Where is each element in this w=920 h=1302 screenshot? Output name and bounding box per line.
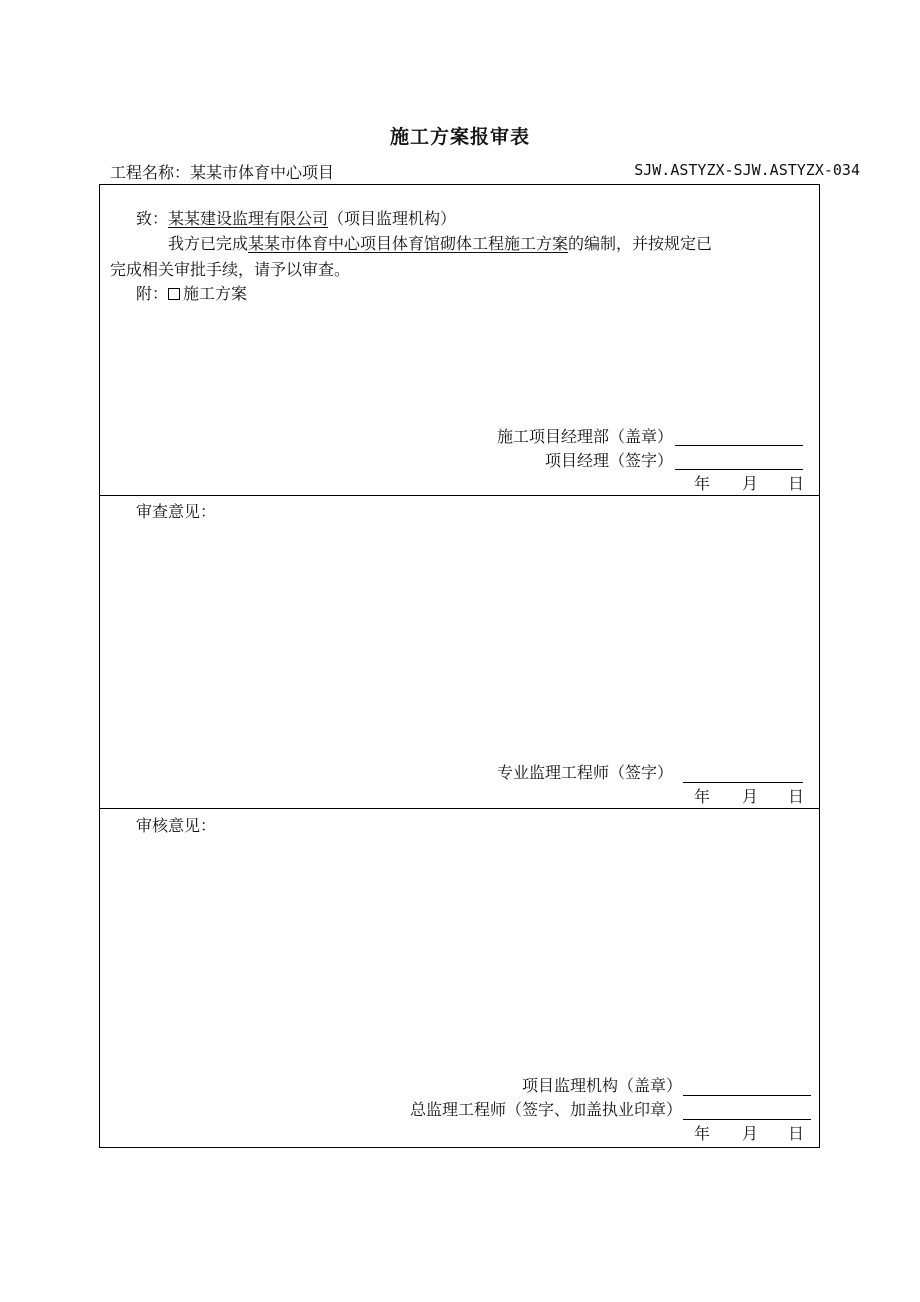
chief-engineer-sign-label: 总监理工程师（签字、加盖执业印章） — [409, 1100, 682, 1119]
date-month: 月 — [742, 474, 759, 493]
date-day: 日 — [788, 787, 805, 806]
to-suffix: （项目监理机构） — [328, 209, 457, 228]
body-subject: 某某市体育中心项目体育馆砌体工程施工方案 — [248, 234, 569, 253]
addressee-line — [136, 207, 456, 231]
contractor-seal-label: 施工项目经理部（盖章） — [496, 427, 673, 446]
project-label: 工程名称： — [110, 163, 191, 182]
date-year: 年 — [694, 787, 711, 806]
form-title: 施工方案报审表 — [389, 126, 530, 148]
to-prefix: 致： — [136, 209, 169, 228]
date-month: 月 — [742, 1124, 759, 1143]
review-date — [100, 785, 819, 809]
submission-section — [100, 185, 819, 496]
date-day: 日 — [788, 474, 805, 493]
engineer-sign-label: 专业监理工程师（签字） — [496, 763, 673, 782]
body-mid: 的编制，并按规定已 — [568, 234, 713, 253]
attachment-line — [136, 282, 247, 306]
body-prefix: 我方已完成 — [168, 234, 249, 253]
body-line-1 — [168, 232, 712, 256]
date-year: 年 — [694, 474, 711, 493]
audit-heading: 审核意见： — [136, 816, 217, 835]
review-section — [100, 496, 819, 809]
chief-engineer-sign-line[interactable] — [683, 1119, 811, 1120]
attach-label: 附： — [136, 284, 169, 303]
body-line-2: 完成相关审批手续，请予以审查。 — [110, 260, 351, 279]
document-code: SJW.ASTYZX-SJW.ASTYZX-034 — [634, 161, 860, 179]
date-month: 月 — [742, 787, 759, 806]
to-organization: 某某建设监理有限公司 — [168, 209, 329, 228]
engineer-sign-line[interactable] — [683, 782, 803, 783]
project-manager-sign-label: 项目经理（签字） — [544, 451, 673, 470]
approval-form-table — [99, 184, 820, 1148]
audit-date — [100, 1122, 819, 1146]
project-manager-sign-line[interactable] — [675, 469, 803, 470]
attachment-checkbox[interactable] — [168, 288, 180, 300]
supervision-seal-label: 项目监理机构（盖章） — [521, 1076, 682, 1095]
audit-section — [100, 809, 819, 1147]
project-line — [110, 160, 334, 183]
project-name: 某某市体育中心项目 — [190, 163, 335, 182]
review-heading: 审查意见： — [136, 502, 217, 521]
attach-item: 施工方案 — [183, 284, 248, 303]
contractor-seal-line[interactable] — [675, 445, 803, 446]
supervision-seal-line[interactable] — [683, 1095, 811, 1096]
date-day: 日 — [788, 1124, 805, 1143]
submission-date — [100, 472, 819, 496]
date-year: 年 — [694, 1124, 711, 1143]
